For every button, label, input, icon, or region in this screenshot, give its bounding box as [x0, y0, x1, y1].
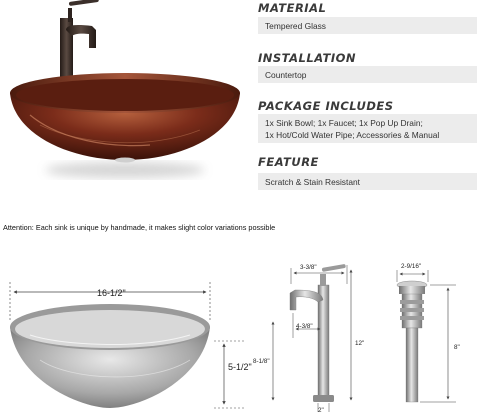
sink-bowl-photo [10, 73, 240, 163]
package-title: PACKAGE INCLUDES [258, 99, 394, 113]
material-line: Tempered Glass [265, 20, 326, 31]
bowl-height-label: 5-1/2" [228, 362, 252, 372]
faucet-top-width-label: 3-3/8" [300, 264, 317, 271]
feature-title: FEATURE [258, 155, 319, 169]
bowl-drawing [10, 304, 210, 408]
attention-note: Attention: Each sink is unique by handmade, it makes slight color variations possible [3, 223, 276, 232]
material-value [258, 17, 477, 34]
package-value [258, 114, 477, 143]
package-line-1: 1x Sink Bowl; 1x Faucet; 1x Pop Up Drain; [265, 117, 423, 128]
installation-title: INSTALLATION [258, 51, 357, 65]
installation-value [258, 66, 477, 83]
pop-up-drain-drawing [397, 281, 427, 402]
faucet-spout-height-label: 8-1/8" [253, 358, 270, 365]
bowl-width-label: 16-1/2" [97, 288, 126, 298]
faucet-total-height-label: 12" [355, 340, 365, 347]
product-photo [0, 0, 250, 200]
faucet-drawing [290, 264, 346, 402]
bowl-shadow [45, 162, 205, 178]
feature-line: Scratch & Stain Resistant [265, 176, 360, 187]
drain-top-width-label: 2-9/16" [401, 263, 422, 270]
package-line-2: 1x Hot/Cold Water Pipe; Accessories & Manual [265, 129, 440, 140]
material-title: MATERIAL [258, 1, 327, 15]
faucet-base-label: 2" [318, 407, 324, 414]
installation-line: Countertop [265, 69, 307, 80]
faucet-spout-reach-label: 4-3/8" [296, 323, 313, 330]
drain-height-label: 8" [454, 344, 460, 351]
feature-value [258, 173, 477, 190]
